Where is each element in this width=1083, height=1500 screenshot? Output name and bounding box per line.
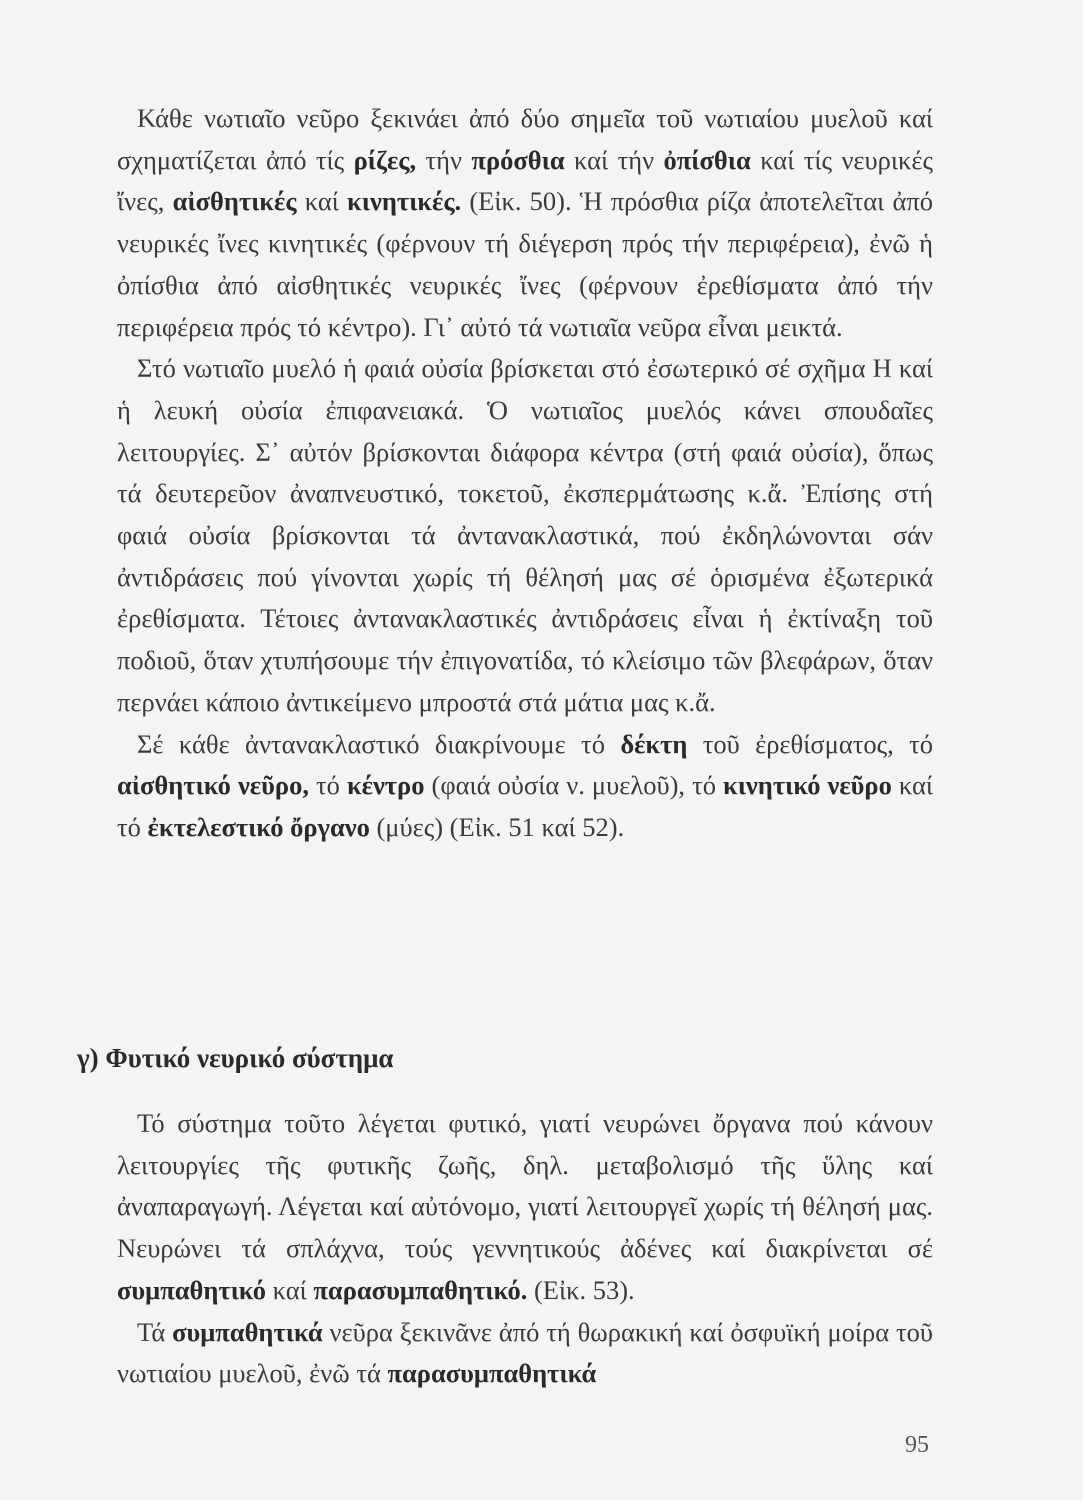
bold-term: κέντρο <box>346 770 425 801</box>
paragraph-spinal-nerves: Κάθε νωτιαῖο νεῦρο ξεκινάει ἀπό δύο σημεῖα τοῦ νωτιαίου μυελοῦ καί σχηματίζεται ἀπό τίς ρίζες, τήν πρόσθια καί τήν ὀπίσθια καί τίς νευρικές ἴνες, αἰσθητικές καί κινητικές. (Εἰκ. 50). Ἡ πρόσθια ρίζα ἀποτελεῖται ἀπό νευρικές ἴνες κινητικές (φέρνουν τή διέγερση πρός τήν περιφέρεια), ἐνῶ ἡ ὀπίσθια ἀπό αἰσθητικές νευρικές ἴνες (φέρνουν ἐρεθίσματα ἀπό τήν περιφέρεια πρός τό κέντρο). Γι᾽ αὐτό τά νωτιαῖα νεῦρα εἶναι μεικτά. <box>117 103 934 342</box>
bold-term: ρίζες, <box>353 144 417 175</box>
section-heading: γ) Φυτικό νευρικό σύστημα <box>77 1043 394 1073</box>
bold-term: ἐκτελεστικό ὄργανο <box>147 811 370 842</box>
paragraph-sympathetic: Τά συμπαθητικά νεῦρα ξεκινᾶνε ἀπό τή θωρακική καί ὀσφυϊκή μοίρα τοῦ νωτιαίου μυελοῦ, ἐνῶ τά παρασυμπαθητικά <box>117 1316 934 1389</box>
page-number: 95 <box>905 1432 929 1458</box>
bold-term: παρασυμπαθητικά <box>387 1358 597 1389</box>
body-text-upper <box>117 98 933 849</box>
bold-term: πρόσθια <box>471 144 565 175</box>
paragraph-reflex: Σέ κάθε ἀντανακλαστικό διακρίνουμε τό δέκτη τοῦ ἐρεθίσματος, τό αἰσθητικό νεῦρο, τό κέντρο (φαιά οὐσία ν. μυελοῦ), τό κινητικό νεῦρο καί τό ἐκτελεστικό ὄργανο (μύες) (Εἰκ. 51 καί 52). <box>117 728 934 842</box>
bold-term: συμπαθητικό <box>117 1274 267 1305</box>
bold-term: κινητικές. <box>347 186 462 217</box>
paragraph-autonomic: Τό σύστημα τοῦτο λέγεται φυτικό, γιατί νευρώνει ὄργανα πού κάνουν λειτουργίες τῆς φυτικῆς ζωῆς, δηλ. μεταβολισμό τῆς ὕλης καί ἀναπαραγωγή. Λέγεται καί αὐτόνομο, γιατί λειτουργεῖ χωρίς τή θέλησή μας. Νευρώνει τά σπλάχνα, τούς γεννητικούς ἀδένες καί διακρίνεται σέ συμπαθητικό καί παρασυμπαθητικό. (Εἰκ. 53). <box>117 1108 933 1305</box>
paragraph-spinal-cord: Στό νωτιαῖο μυελό ἡ φαιά οὐσία βρίσκεται στό ἐσωτερικό σέ σχῆμα Η καί ἡ λευκή οὐσία ἐπιφανειακά. Ὁ νωτιαῖος μυελός κάνει σπουδαῖες λειτουργίες. Σ᾽ αὐτόν βρίσκονται διάφορα κέντρα (στή φαιά οὐσία), ὅπως τά δευτερεῦον ἀναπνευστικό, τοκετοῦ, ἐκσπερμάτωσης κ.ἄ. Ἐπίσης στή φαιά οὐσία βρίσκονται τά ἀντανακλαστικά, πού ἐκδηλώνονται σάν ἀντιδράσεις πού γίνονται χωρίς τή θέλησή μας σέ ὁρισμένα ἐξωτερικά ἐρεθίσματα. Τέτοιες ἀντανακλαστικές ἀντιδράσεις εἶναι ἡ ἐκτίναξη τοῦ ποδιοῦ, ὅταν χτυπήσουμε τήν ἐπιγονατίδα, τό κλείσιμο τῶν βλεφάρων, ὅταν περνάει κάποιο ἀντικείμενο μπροστά στά μάτια μας κ.ἄ. <box>117 353 933 717</box>
bold-term: συμπαθητικά <box>172 1316 323 1347</box>
body-text-lower <box>117 1103 933 1395</box>
bold-term: δέκτη <box>620 728 688 759</box>
bold-term: ὀπίσθια <box>663 144 751 175</box>
bold-term: κινητικό νεῦρο <box>723 770 892 801</box>
bold-term: παρασυμπαθητικό. <box>313 1274 528 1305</box>
bold-term: αἰσθητικό νεῦρο, <box>117 770 309 801</box>
bold-term: αἰσθητικές <box>172 186 297 217</box>
